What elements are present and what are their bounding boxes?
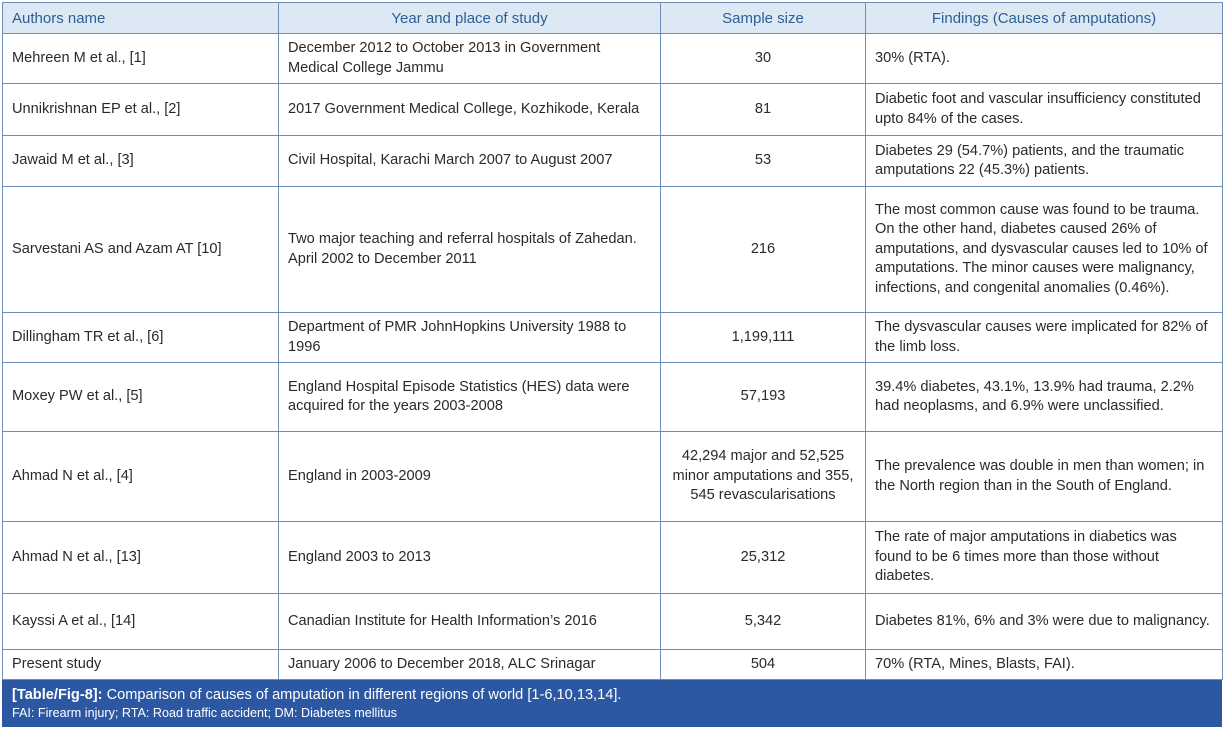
caption-footnote: FAI: Firearm injury; RTA: Road traffic accident; DM: Diabetes mellitus [12,706,397,720]
cell-findings: The prevalence was double in men than women; in the North region than in the South of England. [866,432,1223,522]
cell-sample: 81 [661,84,866,136]
cell-findings: Diabetes 29 (54.7%) patients, and the traumatic amputations 22 (45.3%) patients. [866,136,1223,187]
cell-findings: 70% (RTA, Mines, Blasts, FAI). [866,650,1223,680]
cell-author: Ahmad N et al., [4] [3,432,279,522]
cell-sample: 504 [661,650,866,680]
table-figure [2,2,1222,727]
table-row [3,34,1223,84]
header-authors: Authors name [3,3,279,34]
cell-findings: Diabetic foot and vascular insufficiency constituted upto 84% of the cases. [866,84,1223,136]
cell-author: Unnikrishnan EP et al., [2] [3,84,279,136]
caption-text: Comparison of causes of amputation in different regions of world [1-6,10,13,14]. [106,687,622,703]
cell-place: England Hospital Episode Statistics (HES) data were acquired for the years 2003-2008 [279,363,661,432]
amputation-comparison-table [2,2,1223,680]
table-row [3,84,1223,136]
header-findings: Findings (Causes of amputations) [866,3,1223,34]
cell-author: Moxey PW et al., [5] [3,363,279,432]
cell-place: Two major teaching and referral hospitals of Zahedan. April 2002 to December 2011 [279,187,661,313]
table-row [3,594,1223,650]
cell-sample: 53 [661,136,866,187]
table-row [3,187,1223,313]
cell-place: December 2012 to October 2013 in Government Medical College Jammu [279,34,661,84]
cell-author: Mehreen M et al., [1] [3,34,279,84]
cell-findings: Diabetes 81%, 6% and 3% were due to malignancy. [866,594,1223,650]
cell-place: England 2003 to 2013 [279,522,661,594]
cell-findings: The rate of major amputations in diabetics was found to be 6 times more than those without diabetes. [866,522,1223,594]
cell-sample: 30 [661,34,866,84]
cell-place: Civil Hospital, Karachi March 2007 to August 2007 [279,136,661,187]
table-header-row [3,3,1223,34]
cell-place: Canadian Institute for Health Information’s 2016 [279,594,661,650]
table-caption [2,680,1222,727]
table-row [3,363,1223,432]
cell-place: January 2006 to December 2018, ALC Srinagar [279,650,661,680]
cell-findings: The most common cause was found to be trauma. On the other hand, diabetes caused 26% of amputations, and dysvascular causes led to 10% of amputations. The minor causes were malignancy, infections, and congenital anomalies (0.46%). [866,187,1223,313]
table-row [3,432,1223,522]
cell-sample: 1,199,111 [661,313,866,363]
caption-label: [Table/Fig-8]: [12,687,103,703]
cell-place: England in 2003-2009 [279,432,661,522]
table-row [3,650,1223,680]
cell-sample: 42,294 major and 52,525 minor amputations and 355, 545 revascularisations [661,432,866,522]
cell-sample: 5,342 [661,594,866,650]
cell-findings: The dysvascular causes were implicated for 82% of the limb loss. [866,313,1223,363]
cell-author: Dillingham TR et al., [6] [3,313,279,363]
header-sample-size: Sample size [661,3,866,34]
cell-sample: 216 [661,187,866,313]
cell-sample: 25,312 [661,522,866,594]
cell-author: Kayssi A et al., [14] [3,594,279,650]
cell-findings: 30% (RTA). [866,34,1223,84]
cell-author: Sarvestani AS and Azam AT [10] [3,187,279,313]
cell-findings: 39.4% diabetes, 43.1%, 13.9% had trauma, 2.2% had neoplasms, and 6.9% were unclassified. [866,363,1223,432]
cell-author: Present study [3,650,279,680]
cell-sample: 57,193 [661,363,866,432]
cell-author: Jawaid M et al., [3] [3,136,279,187]
header-year-place: Year and place of study [279,3,661,34]
cell-author: Ahmad N et al., [13] [3,522,279,594]
table-row [3,136,1223,187]
cell-place: 2017 Government Medical College, Kozhikode, Kerala [279,84,661,136]
cell-place: Department of PMR JohnHopkins University 1988 to 1996 [279,313,661,363]
table-row [3,313,1223,363]
caption-line [12,685,1212,705]
table-row [3,522,1223,594]
